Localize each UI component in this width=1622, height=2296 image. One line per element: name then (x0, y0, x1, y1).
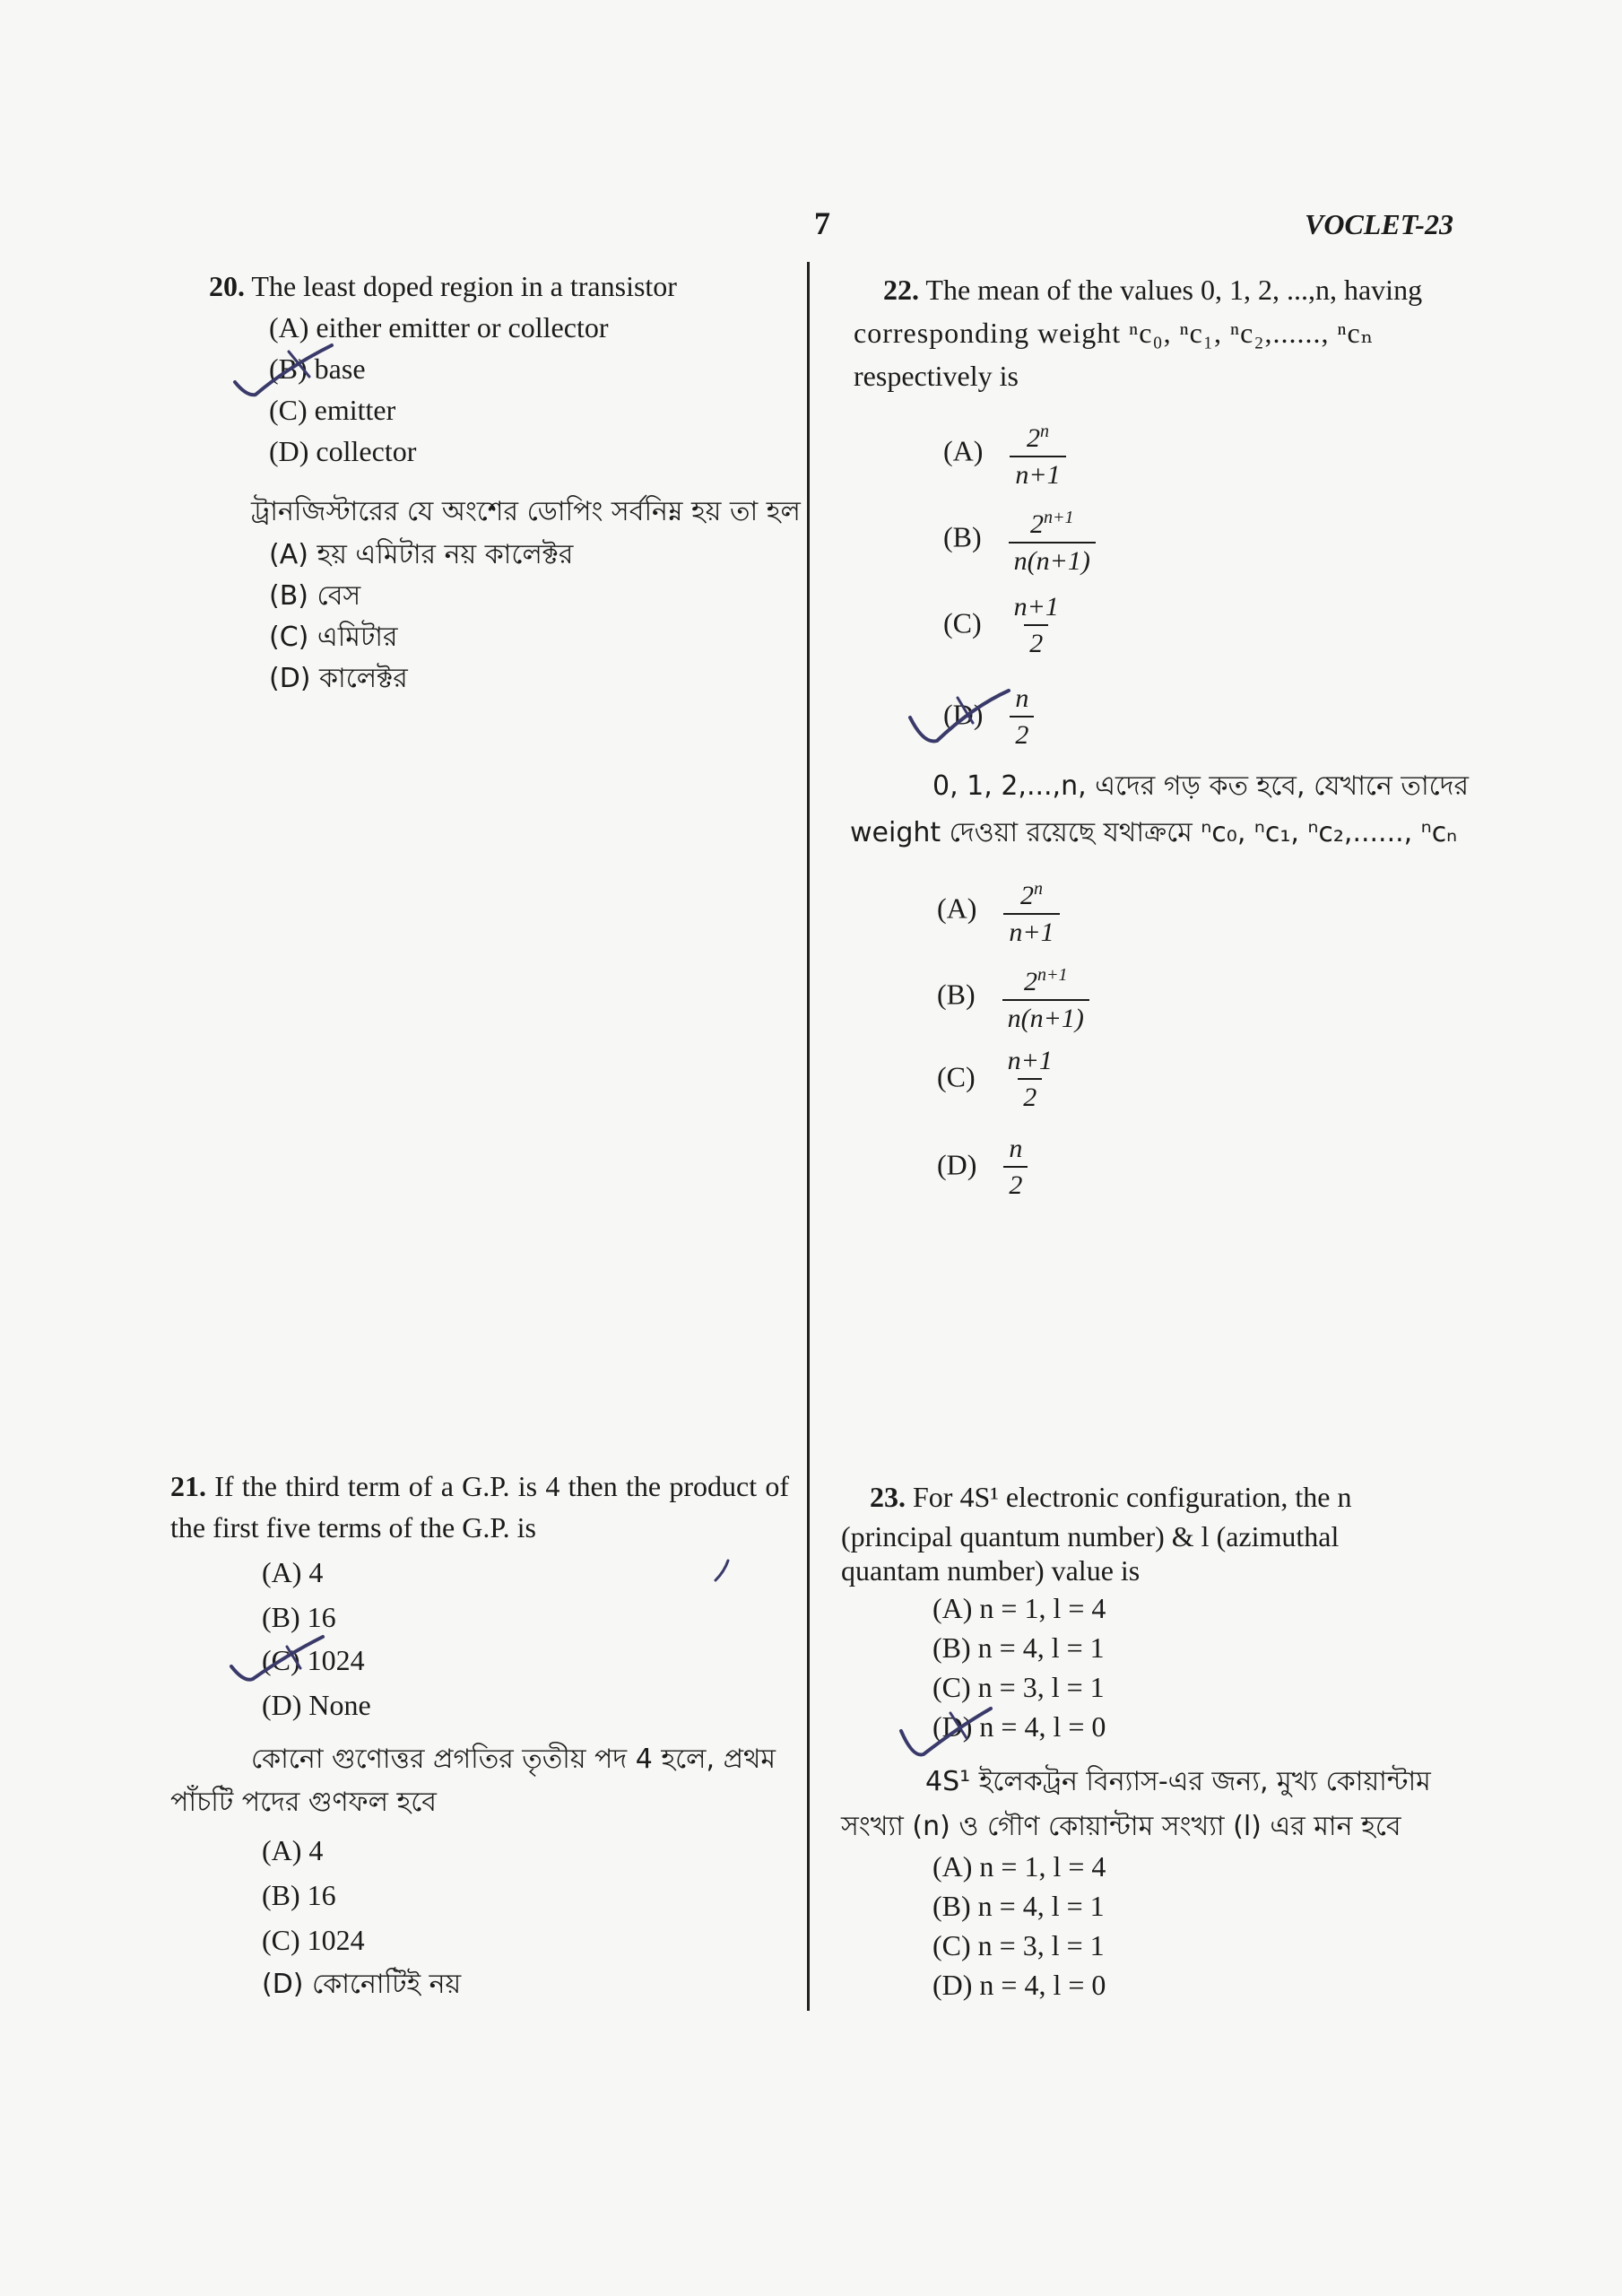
q20-option-a-en: (A) either emitter or collector (269, 311, 609, 344)
q21-option-a-en: (A) 4 (262, 1556, 324, 1588)
q22-option-b-bn: (B) $\frac{2^{n+1}}{n(n+1)}$ (937, 958, 1089, 1037)
q22-option-a-bn: (A) $\frac{2^n}{n+1}$ (937, 872, 1060, 951)
q21-tick-mark (231, 1637, 323, 1680)
q22-text-en-line3: respectively is (854, 360, 1019, 392)
q23-text-bn-line1: 4S¹ ইলেকট্রন বিন্যাস-এর জন্য, মুখ্য কোয়ান্টাম (925, 1766, 1431, 1797)
q23-text-en-line3: quantam number) value is (841, 1554, 1141, 1587)
q22-option-b-en: (B) $\frac{2^{n+1}}{n(n+1)}$ (943, 500, 1096, 579)
q22-option-d-bn: (D) $\frac{n}{2}$ (937, 1132, 1028, 1204)
q21-option-c-bn: (C) 1024 (262, 1924, 365, 1956)
q20-strike (289, 352, 309, 377)
q21-option-c-en: (C) 1024 (262, 1644, 365, 1676)
q22-text-bn-line2: weight দেওয়া রয়েছে যথাক্রমে ⁿc₀, ⁿc₁, ⁿc₂,......, ⁿcₙ (850, 817, 1458, 848)
q20-option-a-bn: (A) হয় এমিটার নয় কালেক্টর (269, 539, 574, 570)
q21-option-b-en: (B) 16 (262, 1601, 336, 1633)
question-text-en-line1: The mean of the values 0, 1, 2, ...,n, having (925, 274, 1423, 306)
q21-option-d-bn: (D) কোনোটিই নয় (262, 1969, 462, 2000)
q23-text-en-line2: (principal quantum number) & l (azimuthal (841, 1520, 1340, 1552)
q22-text-bn-line1: 0, 1, 2,...,n, এদের গড় কত হবে, যেখানে তাদের (932, 770, 1469, 802)
q20-tick-mark (235, 345, 332, 395)
q23-option-d-bn: (D) n = 4, l = 0 (932, 1969, 1106, 2001)
stray-pen-mark (716, 1561, 728, 1580)
q21-question-text-bn: কোনো গুণোত্তর প্রগতির তৃতীয় পদ 4 হলে, প্রথম পাঁচটি পদের গুণফল হবে (170, 1744, 776, 1818)
q21-option-d-en: (D) None (262, 1689, 371, 1721)
q21-option-a-bn: (A) 4 (262, 1834, 324, 1866)
question-text-en-line1: For 4S¹ electronic configuration, the n (913, 1481, 1352, 1513)
question-text-en: If the third term of a G.P. is 4 then the product of the first five terms of the G.P. is (170, 1470, 790, 1544)
q20-option-d-en: (D) collector (269, 435, 417, 467)
q20-option-d-bn: (D) কালেক্টর (269, 663, 408, 694)
q21-option-b-bn: (B) 16 (262, 1879, 336, 1911)
q22-option-d-en: (D) $\frac{n}{2}$ (943, 682, 1034, 753)
question-text-en: The least doped region in a transistor (251, 270, 677, 302)
q23-text-bn-line2: সংখ্যা (n) ও গৌণ কোয়ান্টাম সংখ্যা (l) এর মান হবে (841, 1811, 1401, 1842)
q23-option-c-en: (C) n = 3, l = 1 (932, 1671, 1105, 1703)
q22-option-c-bn: (C) $\frac{n+1}{2}$ (937, 1044, 1058, 1116)
question-number: 22. (883, 274, 919, 306)
q22-text-en-line2: corresponding weight ⁿc₀, ⁿc₁, ⁿc₂,......, ⁿcₙ (854, 317, 1375, 349)
question-number: 23. (870, 1481, 906, 1513)
q23-option-a-en: (A) n = 1, l = 4 (932, 1592, 1106, 1624)
q23-option-d-en: (D) n = 4, l = 0 (932, 1710, 1106, 1743)
q20-option-c-bn: (C) এমিটার (269, 622, 398, 653)
page-number: 7 (814, 205, 830, 241)
question-number: 20. (209, 270, 245, 302)
q20-option-c-en: (C) emitter (269, 394, 396, 426)
q23-tick-mark (901, 1709, 991, 1754)
q22-option-a-en: (A) $\frac{2^n}{n+1}$ (943, 414, 1066, 493)
q20-question-text-bn: ট্রানজিস্টারের যে অংশের ডোপিং সর্বনিম্ন হয় তা হল (251, 496, 801, 527)
q23-option-c-bn: (C) n = 3, l = 1 (932, 1929, 1105, 1961)
q22-option-c-en: (C) $\frac{n+1}{2}$ (943, 590, 1064, 662)
q23-option-a-bn: (A) n = 1, l = 4 (932, 1850, 1106, 1883)
q23-option-b-bn: (B) n = 4, l = 1 (932, 1890, 1105, 1922)
q23-option-b-en: (B) n = 4, l = 1 (932, 1631, 1105, 1664)
question-number: 21. (170, 1470, 206, 1502)
q20-option-b-en: (B) base (269, 352, 366, 385)
exam-code: VOCLET-23 (1305, 208, 1453, 240)
q20-option-b-bn: (B) বেস (269, 580, 361, 612)
